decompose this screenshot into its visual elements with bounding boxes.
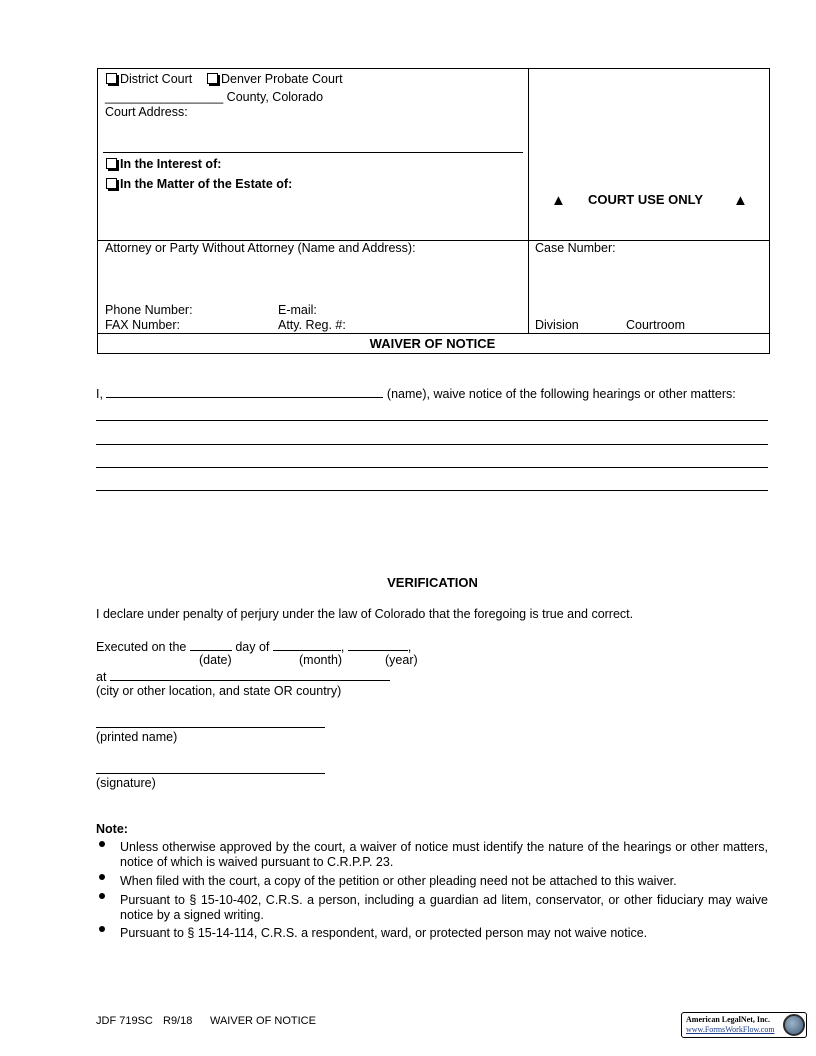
- waiver-statement: [96, 385, 736, 402]
- note-item-3: Pursuant to § 15-10-402, C.R.S. a person, including a guardian ad litem, conservator, or other fiduciary may waive notice by a signed writing.: [120, 893, 768, 922]
- footer-form-title: WAIVER OF NOTICE: [210, 1015, 316, 1027]
- district-court-label: District Court: [120, 72, 193, 86]
- date-field[interactable]: [190, 638, 232, 651]
- fax-label: FAX Number:: [105, 318, 181, 332]
- courtroom-label: Courtroom: [626, 318, 686, 332]
- email-label: E-mail:: [278, 303, 317, 317]
- executed-prefix: Executed on the: [96, 640, 187, 654]
- comma-label-2: ,: [407, 640, 412, 654]
- year-field[interactable]: [348, 638, 408, 651]
- bullet-icon: [99, 926, 105, 932]
- location-label: (city or other location, and state OR country): [96, 684, 342, 698]
- bullet-icon: [99, 841, 105, 847]
- globe-icon: [783, 1014, 805, 1036]
- division-label: Division: [535, 318, 579, 332]
- printed-name-label: (printed name): [96, 730, 178, 744]
- district-court-checkbox[interactable]: [106, 73, 117, 84]
- signature-line[interactable]: [96, 773, 325, 774]
- interest-of-label: In the Interest of:: [120, 157, 222, 171]
- county-blank[interactable]: _________________: [105, 90, 224, 104]
- verification-heading: VERIFICATION: [387, 575, 478, 590]
- location-field[interactable]: [110, 668, 390, 681]
- day-of-label: day of: [235, 640, 270, 654]
- waiver-line-4[interactable]: [96, 490, 768, 491]
- denver-probate-court-checkbox[interactable]: [207, 73, 218, 84]
- attorney-label: Attorney or Party Without Attorney (Name and Address):: [105, 241, 416, 255]
- note-item-2: When filed with the court, a copy of the petition or other pleading need not be attached to this waiver.: [120, 874, 677, 888]
- note-heading: Note:: [96, 822, 128, 836]
- verification-declaration: I declare under penalty of perjury under the law of Colorado that the foregoing is true and correct.: [96, 607, 634, 621]
- matter-of-estate-label: In the Matter of the Estate of:: [120, 177, 293, 191]
- footer-revision: R9/18: [163, 1015, 193, 1027]
- bullet-icon: [99, 874, 105, 880]
- triangle-left-icon: ▲: [551, 192, 566, 209]
- at-label: at: [96, 670, 107, 684]
- denver-probate-court-option[interactable]: [207, 72, 343, 87]
- logo-company-name: American LegalNet, Inc.: [686, 1015, 770, 1024]
- printed-name-line[interactable]: [96, 727, 325, 728]
- waiver-name-field[interactable]: [106, 385, 383, 398]
- case-number-label: Case Number:: [535, 241, 616, 255]
- matter-of-estate-checkbox[interactable]: [106, 178, 117, 189]
- county-label: County, Colorado: [226, 90, 324, 104]
- interest-of-option[interactable]: [106, 157, 221, 172]
- month-field[interactable]: [273, 638, 341, 651]
- denver-probate-court-label: Denver Probate Court: [221, 72, 343, 86]
- executed-line: [96, 638, 411, 655]
- logo-url[interactable]: www.FormsWorkFlow.com: [686, 1025, 775, 1034]
- at-line: [96, 668, 390, 685]
- signature-label: (signature): [96, 776, 156, 790]
- waiver-suffix: (name), waive notice of the following hearings or other matters:: [386, 387, 736, 401]
- form-title: WAIVER OF NOTICE: [369, 336, 496, 351]
- court-address-line[interactable]: [103, 152, 523, 153]
- caption-box: [97, 68, 770, 354]
- year-label: (year): [385, 653, 418, 667]
- waiver-line-1[interactable]: [96, 420, 768, 421]
- waiver-line-3[interactable]: [96, 467, 768, 468]
- county-line: [105, 90, 323, 105]
- atty-reg-label: Atty. Reg. #:: [278, 318, 346, 332]
- date-label: (date): [199, 653, 232, 667]
- waiver-line-2[interactable]: [96, 444, 768, 445]
- waiver-prefix: I,: [96, 387, 103, 401]
- matter-of-estate-option[interactable]: [106, 177, 292, 192]
- triangle-right-icon: ▲: [733, 192, 748, 209]
- caption-divider-vertical: [528, 68, 529, 333]
- caption-divider-title: [97, 333, 769, 334]
- court-address-label: Court Address:: [105, 105, 188, 119]
- phone-label: Phone Number:: [105, 303, 193, 317]
- note-item-1: Unless otherwise approved by the court, a waiver of notice must identify the nature of the hearings or other matters, notice of which is waived pursuant to C.R.P.P. 23.: [120, 840, 768, 869]
- district-court-option[interactable]: [106, 72, 192, 87]
- footer-form-id: JDF 719SC: [96, 1015, 153, 1027]
- court-use-only-label: COURT USE ONLY: [588, 192, 704, 207]
- americanlegalnet-logo[interactable]: [681, 1012, 807, 1038]
- comma-label: ,: [340, 640, 345, 654]
- interest-of-checkbox[interactable]: [106, 158, 117, 169]
- bullet-icon: [99, 893, 105, 899]
- note-item-4: Pursuant to § 15-14-114, C.R.S. a respondent, ward, or protected person may not waive notice.: [120, 926, 648, 940]
- month-label: (month): [299, 653, 343, 667]
